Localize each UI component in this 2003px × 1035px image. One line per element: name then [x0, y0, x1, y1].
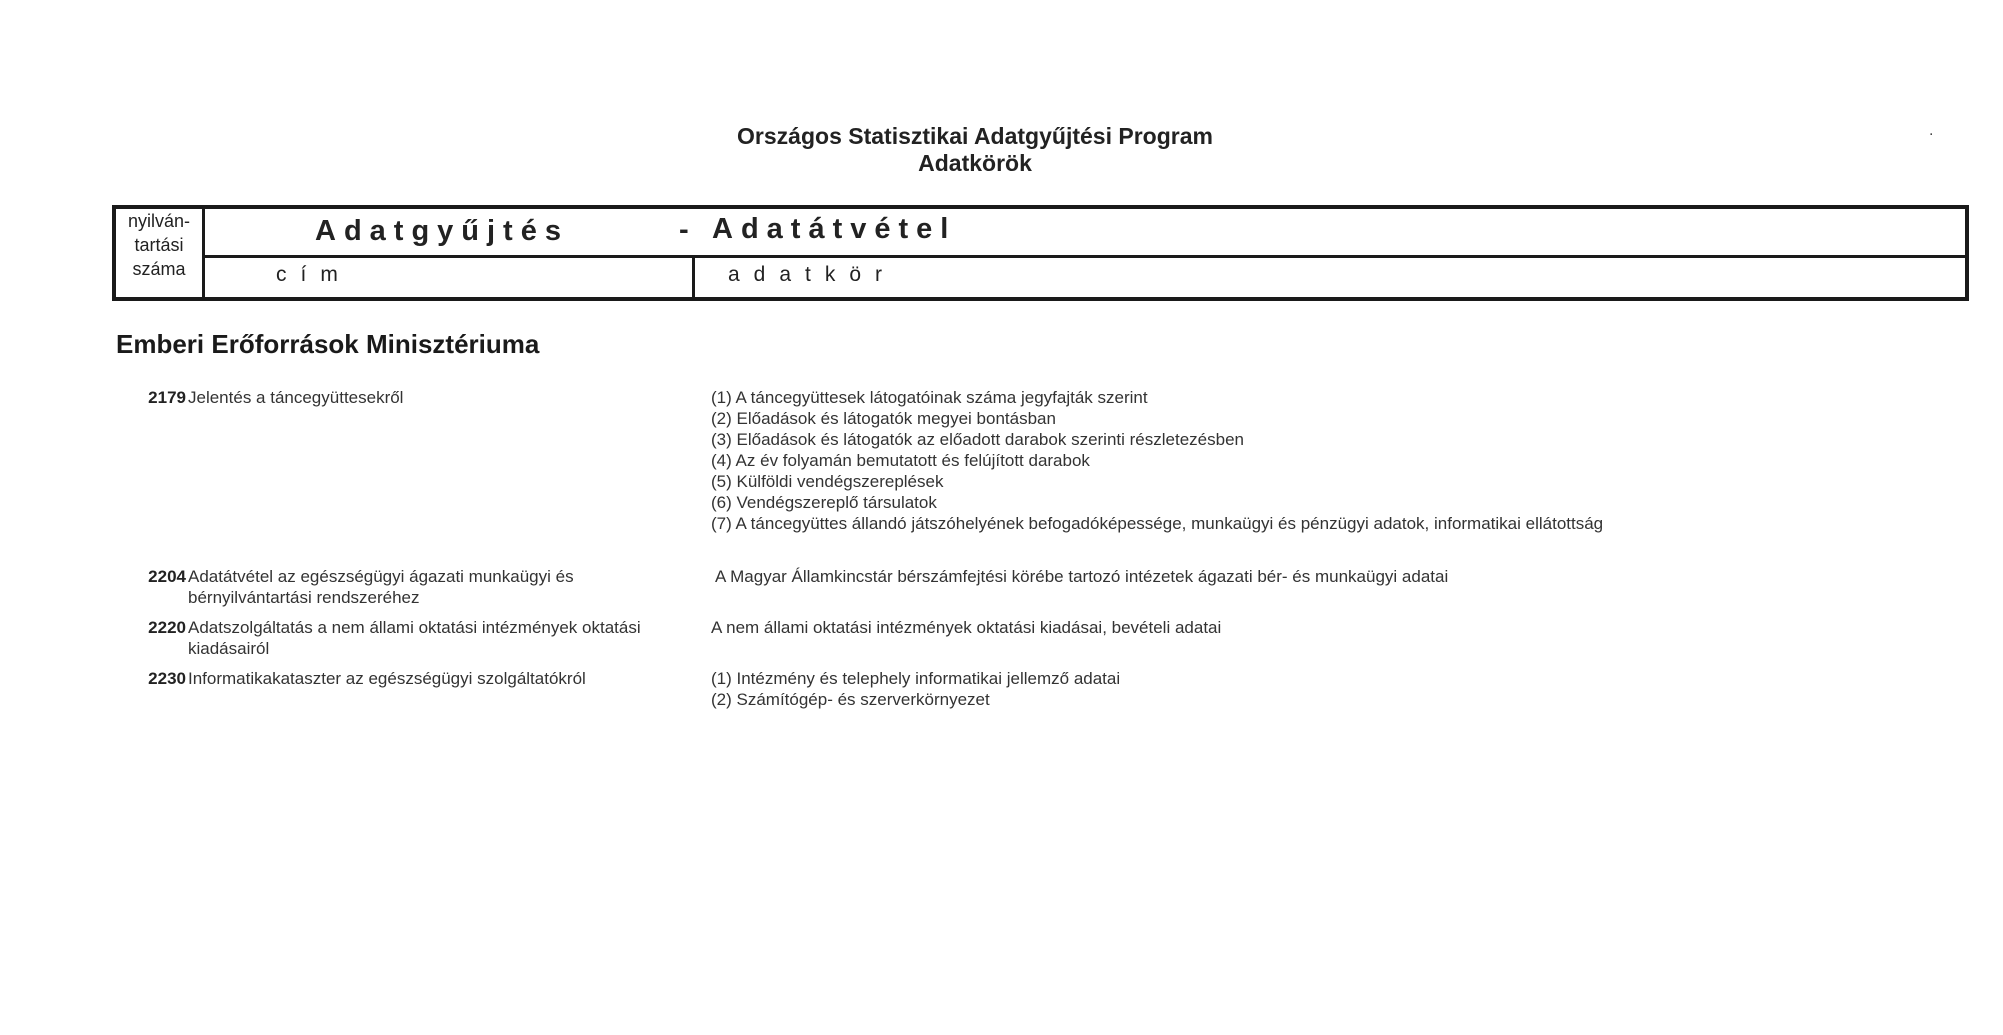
registration-number-header: [116, 209, 205, 297]
ministry-heading: Emberi Erőforrások Minisztériuma: [116, 329, 540, 359]
title-line-1: Országos Statisztikai Adatgyűjtési Program: [737, 123, 1213, 149]
header-divider-vertical: [692, 255, 695, 297]
entry-number: 2230: [148, 669, 186, 688]
corner-mark: .: [1929, 122, 1934, 139]
entry-number: 2220: [148, 618, 186, 637]
header-data-collection: Adatgyűjtés: [315, 215, 569, 247]
data-scope-item: (5) Külföldi vendégszereplések: [711, 472, 944, 491]
entry-title-line: kiadásairól: [188, 639, 270, 658]
entry-title-line: bérnyilvántartási rendszeréhez: [188, 588, 420, 607]
entry-title: [188, 668, 698, 689]
entry-title-line: Informatikakataszter az egészségügyi szolgáltatókról: [188, 669, 586, 688]
entry-data-scope-list: [711, 668, 1951, 710]
reg-header-line-3: száma: [132, 259, 186, 279]
entry-data-scope-list: [711, 566, 1951, 587]
reg-header-line-2: tartási: [134, 235, 184, 255]
entry-data-scope-list: [711, 617, 1951, 638]
data-scope-item: (4) Az év folyamán bemutatott és felújított darabok: [711, 451, 1090, 470]
column-header-table: [112, 205, 1969, 301]
data-scope-item: (2) Előadások és látogatók megyei bontásban: [711, 409, 1056, 428]
data-scope-item: A nem állami oktatási intézmények oktatási kiadásai, bevételi adatai: [711, 618, 1222, 637]
header-title-column: cím: [276, 263, 352, 286]
entry-title: [188, 387, 698, 408]
data-scope-item: (2) Számítógép- és szerverkörnyezet: [711, 690, 990, 709]
page-title: [0, 123, 1950, 177]
title-line-2: Adatkörök: [918, 150, 1032, 176]
data-scope-item: (7) A táncegyüttes állandó játszóhelyének befogadóképessége, munkaügyi és pénzügyi adatok, informatikai ellátottság: [711, 514, 1604, 533]
entry-title-line: Adatszolgáltatás a nem állami oktatási intézmények oktatási: [188, 618, 641, 637]
reg-header-line-1: nyilván-: [127, 211, 191, 231]
header-divider-horizontal: [205, 255, 1965, 258]
entry-data-scope-list: [711, 387, 1951, 534]
entry-number: 2204: [148, 567, 186, 586]
data-scope-item: (3) Előadások és látogatók az előadott darabok szerinti részletezésben: [711, 430, 1244, 449]
header-data-transfer: Adatátvétel: [712, 213, 957, 245]
data-scope-item: (1) Intézmény és telephely informatikai jellemző adatai: [711, 669, 1121, 688]
entry-title-line: Jelentés a táncegyüttesekről: [188, 388, 404, 407]
entry-title: [188, 617, 698, 659]
header-data-scope-column: adatkör: [728, 263, 897, 286]
data-scope-item: (1) A táncegyüttesek látogatóinak száma jegyfajták szerint: [711, 388, 1148, 407]
entry-title: [188, 566, 698, 608]
entry-title-line: Adatátvétel az egészségügyi ágazati munkaügyi és: [188, 567, 574, 586]
data-scope-item: A Magyar Államkincstár bérszámfejtési körébe tartozó intézetek ágazati bér- és munkaügyi adatai: [715, 567, 1449, 586]
header-dash: -: [679, 214, 689, 246]
entry-number: 2179: [148, 388, 186, 407]
data-scope-item: (6) Vendégszereplő társulatok: [711, 493, 937, 512]
